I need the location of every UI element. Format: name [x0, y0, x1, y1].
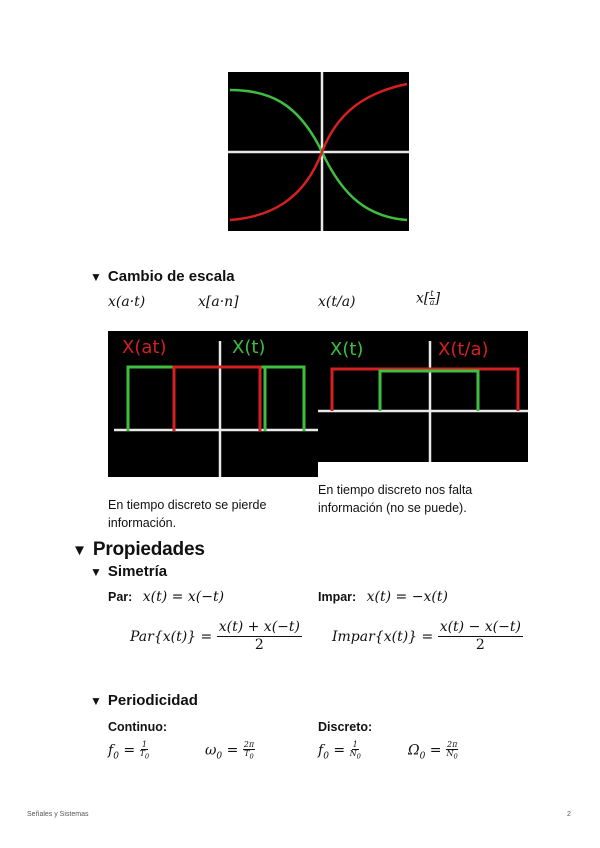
red-pulse [174, 367, 260, 431]
f0-discrete: $f_0$ = $\frac{1}{N_0}$ [318, 740, 361, 762]
impar-definition: Impar: x(t) = −x(t) [318, 589, 448, 605]
Omega0-discrete: $\Omega_0$ = $\frac{2\pi}{N_0}$ [408, 740, 458, 762]
impar-formula: Impar{x(t)} = $\frac{x(t) - x(-t)}{2}$ [332, 619, 521, 654]
scaling-figure-left [108, 331, 318, 477]
footer-title: Señales y Sistemas [27, 811, 89, 818]
heading-simetria[interactable]: ▼ Simetría [90, 563, 168, 580]
sigmoid-drawing [228, 72, 409, 231]
collapse-triangle-icon[interactable]: ▼ [72, 542, 87, 559]
caption-left: En tiempo discreto se pierde información. [108, 498, 267, 530]
label-green-left: X(t) [232, 337, 266, 358]
par-definition: Par: x(t) = x(−t) [108, 589, 225, 605]
label-green-right: X(t) [330, 339, 364, 360]
heading-periodicidad[interactable]: ▼ Periodicidad [90, 692, 198, 709]
expr-scale-continuous: x(a·t) [108, 294, 146, 310]
heading-propiedades[interactable]: ▼ Propiedades [72, 539, 205, 560]
continuo-label: Continuo: [108, 720, 168, 734]
expr-scale-divide: x(t/a) [318, 294, 356, 310]
green-curve [230, 90, 407, 220]
caption-right: En tiempo discreto nos falta información (no se puede). [318, 483, 473, 515]
heading-cambio-escala[interactable]: ▼ Cambio de escala [90, 268, 235, 285]
par-formula: Par{x(t)} = $\frac{x(t) + x(-t)}{2}$ [130, 619, 300, 654]
scaling-figure-right [318, 331, 528, 462]
green-pulse [128, 367, 304, 431]
omega0-continuous: $\omega_0$ = $\frac{2\pi}{T_0}$ [205, 740, 255, 762]
collapse-triangle-icon[interactable]: ▼ [90, 694, 102, 708]
expr-scale-discrete: x[a·n] [198, 294, 239, 310]
label-red-right: X(t/a) [438, 339, 489, 360]
sigmoid-figure [228, 72, 409, 231]
scaling-drawing-left [108, 331, 318, 477]
discreto-label: Discreto: [318, 720, 373, 734]
page-number: 2 [567, 811, 571, 818]
expr-scale-divide-discrete: x[ $\frac{t}{a}$ ] [416, 289, 441, 307]
collapse-triangle-icon[interactable]: ▼ [90, 565, 102, 579]
f0-continuous: $f_0$ = $\frac{1}{T_0}$ [108, 740, 150, 762]
red-pulse-wide [332, 369, 518, 411]
collapse-triangle-icon[interactable]: ▼ [90, 270, 102, 284]
label-red-left: X(at) [122, 337, 167, 358]
scaling-drawing-right [318, 331, 528, 462]
